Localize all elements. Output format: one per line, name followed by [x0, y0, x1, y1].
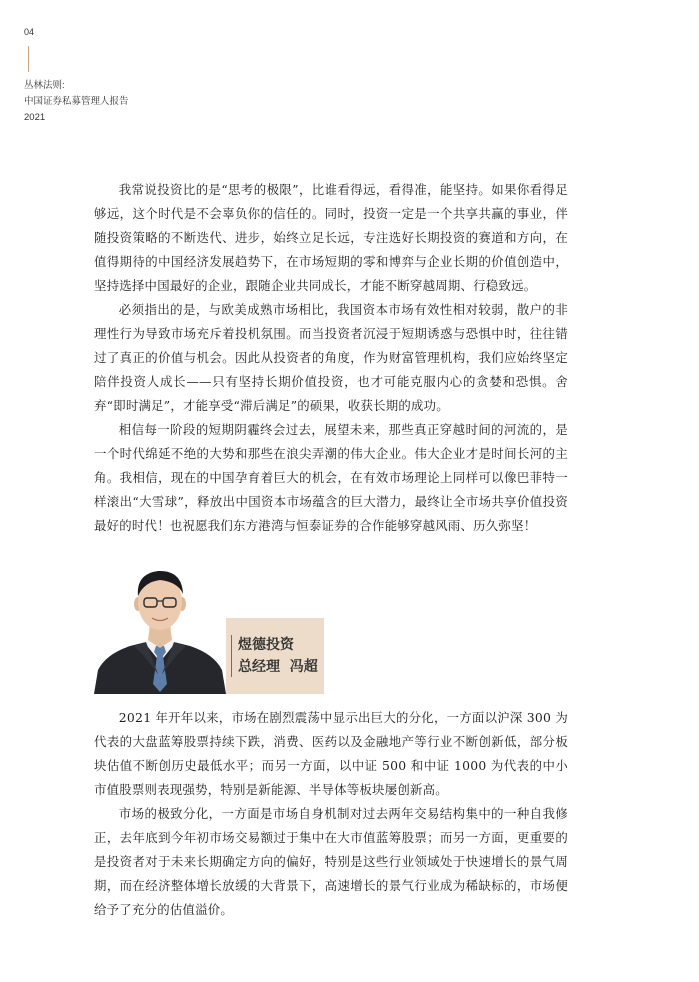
paragraph: 必须指出的是，与欧美成熟市场相比，我国资本市场有效性相对较弱，散户的非理性行为导致市场充斥着投机氛围。而当投资者沉浸于短期诱惑与恐惧中时，往往错过了真正的价值与机会。因此从投资者的角度，作为财富管理机构，我们应始终坚定陪伴投资人成长——只有坚持长期价值投资，也才可能克服内心的贪婪和恐惧。舍弃“即时满足”，才能享受“滞后满足”的硕果，收获长期的成功。: [94, 302, 568, 413]
paragraph: 市场的极致分化，一方面是市场自身机制对过去两年交易结构集中的一种自我修正，去年底到今年初市场交易额过于集中在大市值蓝筹股票；而另一方面，更重要的是投资者对于未来长期确定方向的偏好，特别是这些行业领域处于快速增长的景气周期，而在经济整体增长放缓的大背景下，高速增长的景气行业成为稀缺标的，市场便给予了充分的估值溢价。: [94, 806, 568, 917]
author-company: 煜德投资: [238, 637, 294, 653]
author-profile: [94, 566, 324, 694]
author-byline: [238, 634, 318, 678]
page-number: 04: [24, 27, 35, 37]
header-year: 2021: [24, 112, 46, 123]
byline-divider: [231, 635, 232, 677]
paragraph: 我常说投资比的是“思考的极限”，比谁看得远，看得准，能坚持。如果你看得足够远，这个时代是不会辜负你的信任的。同时，投资一定是一个共享共赢的事业，伴随投资策略的不断迭代、进步，始终立足长远，专注选好长期投资的赛道和方向，在值得期待的中国经济发展趋势下，在市场短期的零和博弈与企业长期的价值创造中，坚持选择中国最好的企业，跟随企业共同成长，才能不断穿越周期、行稳致远。: [94, 182, 568, 293]
paragraph: 相信每一阶段的短期阴霾终会过去，展望未来，那些真正穿越时间的河流的，是一个时代绵延不绝的大势和那些在浪尖弄潮的伟大企业。伟大企业才是时间长河的主角。我相信，现在的中国孕育着巨大的机会，在有效市场理论上同样可以像巴菲特一样滚出“大雪球”，释放出中国资本市场蕴含的巨大潜力，最终让全市场共享价值投资最好的时代！也祝愿我们东方港湾与恒泰证券的合作能够穿越风雨、历久弥坚！: [94, 422, 568, 533]
author-title: 总经理 冯超: [238, 659, 318, 675]
running-header: [24, 78, 129, 126]
paragraph: 2021 年开年以来，市场在剧烈震荡中显示出巨大的分化，一方面以沪深 300 为代表的大盘蓝筹股票持续下跌，消费、医药以及金融地产等行业不断创新低，部分板块估值不断创历史最低水平；而另一方面，以中证 500 和中证 1000 为代表的中小市值股票则表现强势，特别是新能源、半导体等板块屡创新高。: [94, 710, 568, 797]
header-title: 丛林法则:: [24, 80, 65, 91]
author-portrait: [94, 566, 226, 694]
article-section-1: [94, 178, 568, 538]
header-subtitle: 中国证券私募管理人报告: [24, 96, 129, 107]
article-section-2: [94, 706, 568, 922]
header-accent-line: [28, 46, 29, 72]
